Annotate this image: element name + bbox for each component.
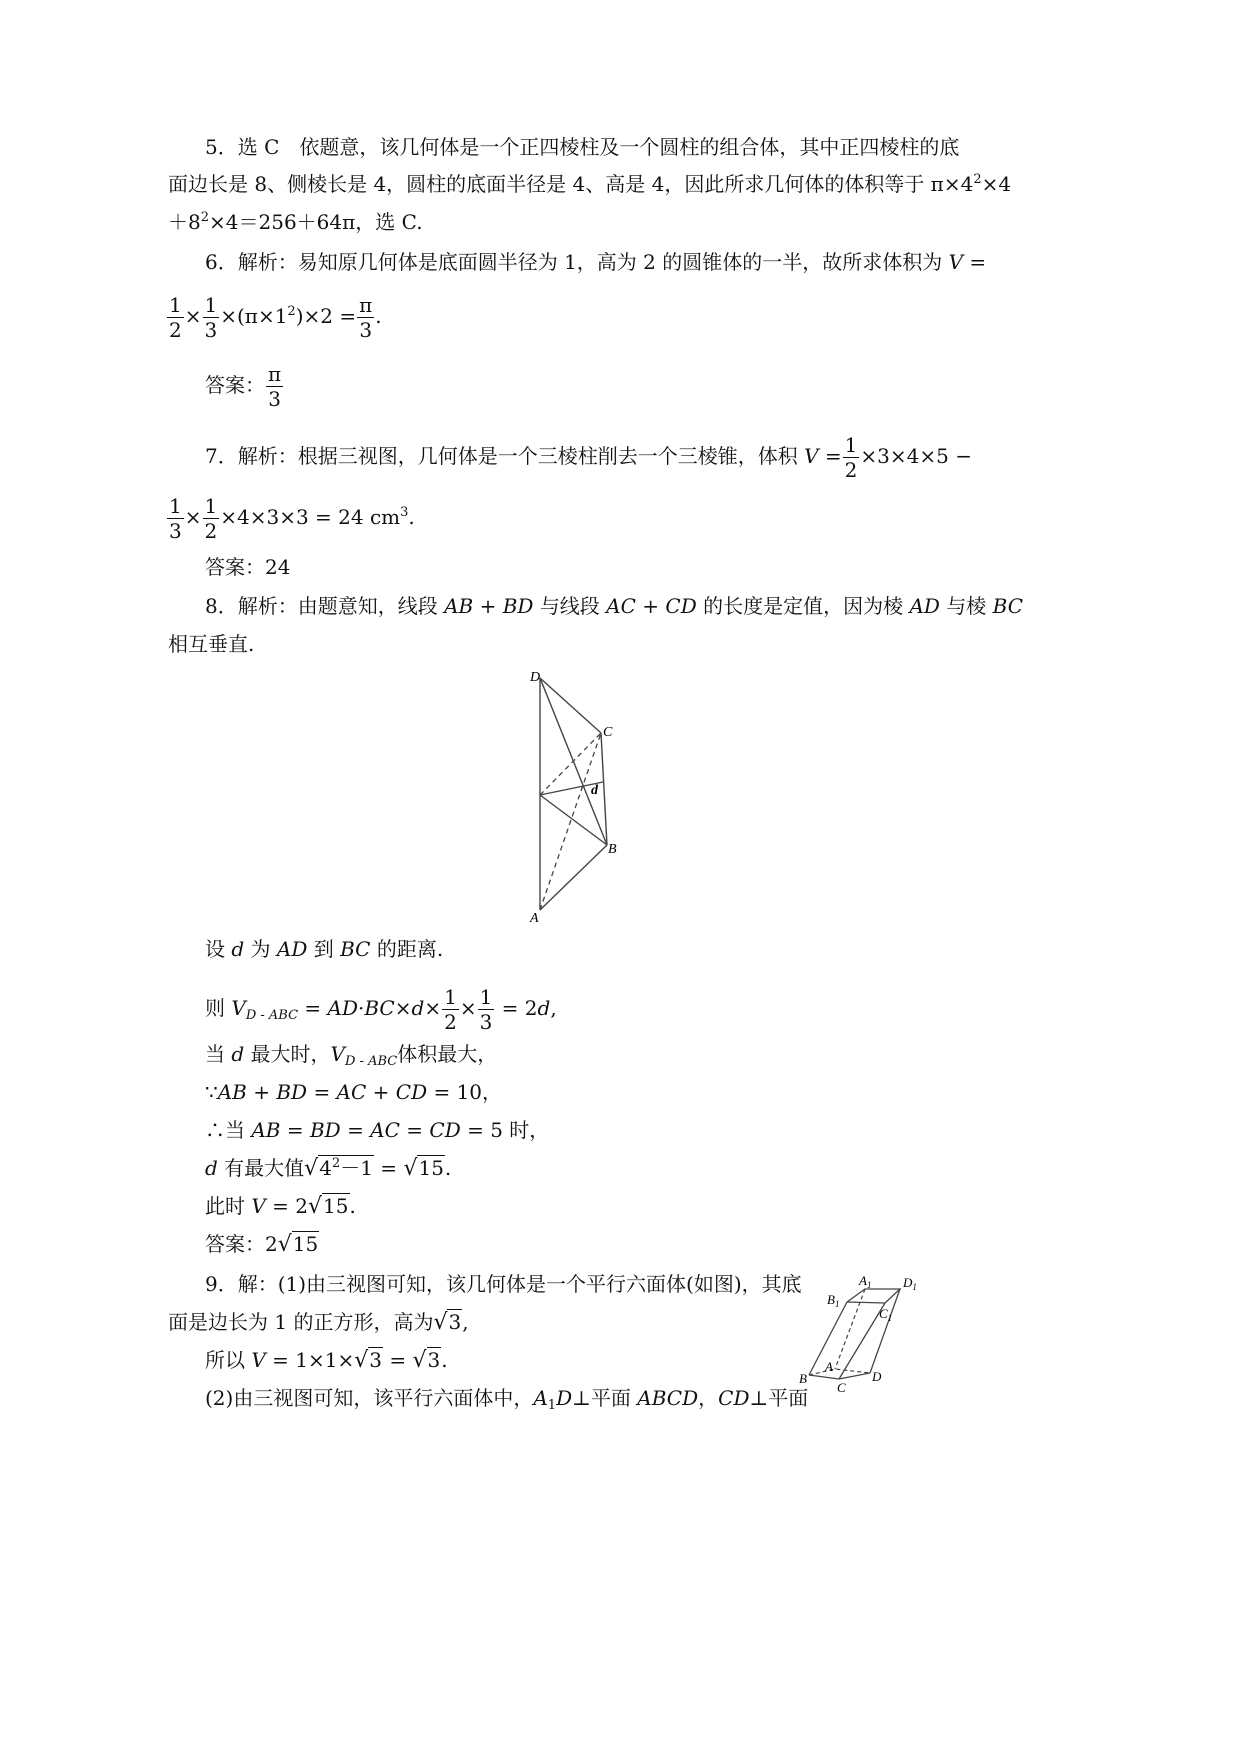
q8-s4: ∵AB + BD = AC + CD = 10，	[205, 1080, 503, 1104]
q7-frac1: $\frac{1}{2}$	[844, 433, 858, 482]
tetrahedron-figure	[520, 660, 630, 930]
q6-text: 6．解析：易知原几何体是底面圆半径为 1，高为 2 的圆锥体的一半，故所求体积为	[205, 250, 943, 274]
q8-ac-cd: AC + CD	[606, 594, 697, 618]
q9-line1: 9．解：(1)由三视图可知，该几何体是一个平行六面体(如图)，其底	[205, 1272, 802, 1296]
fig-label-d1: $D_1$	[903, 1275, 917, 1292]
q7-eq: =	[818, 444, 842, 468]
q5-line1: 5．选 C 依题意，该几何体是一个正四棱柱及一个圆柱的组合体，其中正四棱柱的底	[205, 135, 960, 159]
q7-times: ×	[184, 505, 202, 529]
q5-line3a: ＋8	[168, 210, 201, 234]
q8-ab-bd: AB + BD	[444, 594, 534, 618]
q6-period: .	[375, 304, 382, 328]
q8-p1: 8．解析：由题意知，线段	[205, 594, 438, 618]
q8-s7-sqrt: √15	[308, 1194, 349, 1219]
q6-answer-label: 答案：	[205, 373, 265, 397]
q8-s8-sqrt: √15	[277, 1232, 319, 1257]
q5-exp2: 2	[973, 172, 982, 187]
q8-p2: 与线段	[539, 594, 600, 618]
fig-edge-cb	[601, 733, 607, 845]
q6-eq: =	[963, 250, 987, 274]
fig-label-d: D	[872, 1369, 882, 1384]
q9-line3: 所以 V = 1×1×√3 = √3.	[205, 1348, 448, 1373]
q6-line1	[205, 248, 986, 276]
fig-label-dist: d	[591, 783, 598, 798]
q7-period: .	[408, 505, 415, 529]
q6-exp: 2	[287, 304, 296, 319]
fig-label-d: D	[530, 670, 541, 685]
q8-s2-frac2: $\frac{1}{3}$	[479, 985, 493, 1034]
parallelepiped-figure	[790, 1270, 940, 1400]
q9-line3-sqrt2: √3	[412, 1348, 441, 1373]
q7-frac2: $\frac{1}{3}$	[169, 494, 182, 543]
q8-ad: AD	[909, 594, 940, 618]
fig-label-b1: $B_1$	[827, 1292, 840, 1309]
fig-top-face	[847, 1289, 900, 1303]
q8-s1: 设 d 为 AD 到 BC 的距离.	[205, 937, 444, 961]
q6-frac2: $\frac{1}{3}$	[204, 293, 218, 342]
fig-label-a: A	[530, 911, 539, 926]
q6-answer	[205, 362, 284, 411]
q8-line1	[205, 592, 1023, 620]
fig-label-c1: $C_1$	[879, 1306, 893, 1323]
fig-label-c: C	[837, 1380, 846, 1395]
q8-s7: 此时 V = 2√15.	[205, 1194, 356, 1219]
q9-line2: 面是边长为 1 的正方形，高为√3,	[168, 1310, 469, 1335]
fig-base-back-dashed	[809, 1369, 870, 1375]
fig-edge-dd1	[870, 1289, 900, 1373]
q8-s2-frac1: $\frac{1}{2}$	[444, 985, 457, 1034]
q9-line2-sqrt: √3	[433, 1310, 462, 1335]
q7-tail1: ×3×4×5 −	[860, 444, 972, 468]
q8-s6-sqrt1: $√4^2-1$	[304, 1156, 373, 1181]
q7-text: 7．解析：根据三视图，几何体是一个三棱柱削去一个三棱锥，体积	[205, 444, 798, 468]
fig-label-b: B	[608, 842, 617, 857]
q9-line3-sqrt1: √3	[354, 1348, 383, 1373]
fig-edge-ac-dashed	[540, 733, 601, 910]
q5-line2b: ×4	[981, 172, 1012, 196]
q8-p3: 的长度是定值，因为棱	[703, 594, 904, 618]
q8-bc: BC	[992, 594, 1024, 618]
q6-mid: ×(π×1	[220, 304, 288, 328]
fig-label-a: A	[825, 1359, 833, 1374]
q6-formula	[166, 293, 382, 342]
q5-line2	[168, 170, 1011, 198]
q5-line2a: 面边长是 8、侧棱长是 4，圆柱的底面半径是 4、高是 4，因此所求几何体的体积等于 π×4	[168, 172, 974, 196]
fig-edge-dc	[540, 678, 601, 733]
q8-s2: 则 $V_{D - ABC} = AD\cdot BC\times d\times$ $\frac{1}{2}$ × $\frac{1}{3}$ = 2d,	[205, 985, 557, 1034]
q5-exp3: 2	[200, 210, 210, 225]
q7-tail2: ×4×3×3 = 24 cm	[220, 505, 401, 529]
q7-answer: 答案：24	[205, 555, 291, 579]
q7-unit-exp: 3	[400, 505, 409, 520]
q7-frac3: $\frac{1}{2}$	[204, 494, 218, 543]
q8-s6: d 有最大值$√4^2-1 = √15$.	[205, 1156, 452, 1181]
fig-edge-aa1-dashed	[835, 1289, 865, 1369]
q7-line1	[205, 433, 972, 482]
q8-s3: 当 d 最大时，$V_{D - ABC}$体积最大，	[205, 1042, 498, 1069]
q7-v: V	[804, 444, 819, 468]
q5-line3b: ×4＝256＋64π，选 C.	[209, 210, 423, 234]
q8-s8: 答案：2√15	[205, 1232, 319, 1257]
fig-label-b: B	[799, 1371, 807, 1386]
q8-s5: ∴当 AB = BD = AC = CD = 5 时，	[205, 1118, 550, 1142]
q6-tail: )×2 =	[295, 304, 357, 328]
q8-line2: 相互垂直.	[168, 632, 255, 656]
q6-v: V	[948, 250, 964, 274]
q5-line3	[168, 208, 423, 236]
fig-label-a1: $A_1$	[859, 1273, 872, 1290]
q6-frac3: $\frac{\pi}{3}$	[359, 293, 373, 342]
q8-p4: 与棱	[946, 594, 987, 618]
fig-edge-ab	[540, 845, 607, 910]
q6-frac1: $\frac{1}{2}$	[169, 293, 182, 342]
q7-line2	[166, 494, 415, 543]
fig-label-c: C	[603, 725, 613, 740]
q6-answer-frac: $\frac{\pi}{3}$	[268, 362, 282, 411]
q6-times: ×	[184, 304, 202, 328]
q8-s6-sqrt2: √15	[403, 1156, 444, 1181]
q9-line4: (2)由三视图可知，该平行六面体中，$A_1D\perp$平面 ABCD，CD⊥平面	[205, 1386, 809, 1413]
